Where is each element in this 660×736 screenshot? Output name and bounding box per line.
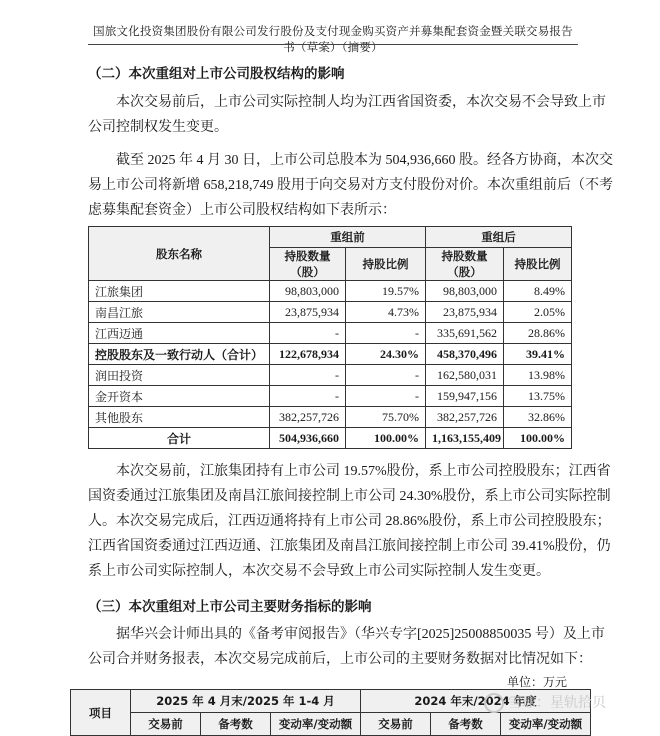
text-line: 本次交易前，江旅集团持有上市公司 19.57%股份，系上市公司控股股东；江西省	[116, 464, 611, 479]
sub-header: 变动率/变动额	[501, 713, 591, 736]
ratio-after-cell: 2.05%	[504, 302, 572, 323]
section-title-equity-structure: （二）本次重组对上市公司股权结构的影响	[88, 66, 345, 82]
text-line: 截至 2025 年 4 月 30 日，上市公司总股本为 504,936,660 股。经各方协商，本次交	[116, 153, 613, 168]
equity-table-body	[89, 281, 572, 449]
shareholder-name-cell: 金开资本	[89, 386, 270, 407]
ratio-after-cell: 28.86%	[504, 323, 572, 344]
unit-label: 单位：万元	[507, 675, 568, 689]
period-header-2024: 2024 年末/2024 年度	[361, 690, 591, 713]
shareholder-name-cell: 江西迈通	[89, 323, 270, 344]
table-row	[89, 407, 572, 428]
text-line: 公司控制权发生变更。	[88, 120, 228, 135]
ratio-after-cell: 8.49%	[504, 281, 572, 302]
text-line: 系上市公司实际控制人，本次交易不会导致上市公司实际控制人发生变更。	[88, 564, 550, 579]
shares-before-cell: 504,936,660	[270, 428, 346, 449]
shareholder-name-cell: 控股股东及一致行动人（合计）	[89, 344, 270, 365]
shareholder-name-cell: 合计	[89, 428, 270, 449]
document-header: 国旅文化投资集团股份有限公司发行股份及支付现金购买资产并募集配套资金暨关联交易报告书（草案）（摘要）	[93, 26, 573, 54]
paragraph-share-capital	[88, 148, 613, 223]
shares-before-cell: -	[270, 386, 346, 407]
watermark	[484, 692, 606, 713]
section-title-financial-impact: （三）本次重组对上市公司主要财务指标的影响	[88, 599, 372, 615]
ratio-before-cell: 24.30%	[346, 344, 426, 365]
text-line: 公司合并财务报表，本次交易完成前后，上市公司的主要财务数据对比情况如下：	[88, 652, 592, 667]
watermark-text: 雪球：星轨拾贝	[508, 695, 606, 711]
shares-after-cell: 23,875,934	[426, 302, 504, 323]
ratio-before-cell: 4.73%	[346, 302, 426, 323]
shares-before-cell: -	[270, 323, 346, 344]
shares-after-cell: 335,691,562	[426, 323, 504, 344]
table-row	[89, 323, 572, 344]
col-header-ratio-before: 持股比例	[346, 248, 426, 281]
period-header-2025: 2025 年 4 月末/2025 年 1-4 月	[131, 690, 361, 713]
col-header-ratio-after: 持股比例	[504, 248, 572, 281]
sub-header: 交易前	[131, 713, 201, 736]
sub-header: 备考数	[201, 713, 271, 736]
col-header-shareholder: 股东名称	[89, 227, 270, 281]
shareholder-name-cell: 其他股东	[89, 407, 270, 428]
text-line: 据华兴会计师出具的《备考审阅报告》（华兴专字[2025]25008850035 号）及上市	[116, 627, 605, 642]
sub-header: 交易前	[361, 713, 431, 736]
shares-before-cell: 23,875,934	[270, 302, 346, 323]
shares-before-cell: -	[270, 365, 346, 386]
ratio-after-cell: 39.41%	[504, 344, 572, 365]
table-row	[89, 365, 572, 386]
text-line: 国资委通过江旅集团及南昌江旅间接控制上市公司 24.30%股份，系上市公司实际控制	[88, 489, 611, 504]
shares-before-cell: 98,803,000	[270, 281, 346, 302]
snowball-logo-icon	[484, 693, 504, 713]
table-row	[89, 302, 572, 323]
shares-after-cell: 98,803,000	[426, 281, 504, 302]
text-line: 人。本次交易完成后，江西迈通将持有上市公司 28.86%股份，系上市公司控股股东；	[88, 514, 611, 529]
ratio-before-cell: -	[346, 323, 426, 344]
shares-after-cell: 458,370,496	[426, 344, 504, 365]
ratio-before-cell: 19.57%	[346, 281, 426, 302]
equity-structure-table	[88, 226, 572, 449]
header-divider	[88, 44, 578, 45]
text-line: 虑募集配套资金）上市公司股权结构如下表所示：	[88, 203, 396, 218]
sub-header: 变动率/变动额	[271, 713, 361, 736]
shares-after-cell: 1,163,155,409	[426, 428, 504, 449]
shares-after-cell: 162,580,031	[426, 365, 504, 386]
paragraph-control	[88, 90, 606, 140]
col-header-shares-after: 持股数量（股）	[426, 248, 504, 281]
shareholder-name-cell: 南昌江旅	[89, 302, 270, 323]
shares-before-cell: 122,678,934	[270, 344, 346, 365]
group-header-before: 重组前	[270, 227, 426, 248]
table-row	[89, 344, 572, 365]
ratio-before-cell: 100.00%	[346, 428, 426, 449]
shareholder-name-cell: 江旅集团	[89, 281, 270, 302]
col-header-item: 项目	[71, 690, 131, 736]
sub-header: 备考数	[431, 713, 501, 736]
table-row	[89, 281, 572, 302]
shares-before-cell: 382,257,726	[270, 407, 346, 428]
shares-after-cell: 159,947,156	[426, 386, 504, 407]
paragraph-financial	[88, 622, 605, 672]
shares-after-cell: 382,257,726	[426, 407, 504, 428]
ratio-before-cell: -	[346, 365, 426, 386]
group-header-after: 重组后	[426, 227, 572, 248]
text-line: 江西省国资委通过江西迈通、江旅集团及南昌江旅间接控制上市公司 39.41%股份，仍	[88, 539, 611, 554]
ratio-after-cell: 13.75%	[504, 386, 572, 407]
col-header-shares-before: 持股数量（股）	[270, 248, 346, 281]
text-line: 易上市公司将新增 658,218,749 股用于向交易对方支付股份对价。本次重组前后（不考	[88, 178, 613, 193]
ratio-before-cell: 75.70%	[346, 407, 426, 428]
text-line: 本次交易前后，上市公司实际控制人均为江西省国资委，本次交易不会导致上市	[116, 95, 606, 110]
ratio-after-cell: 100.00%	[504, 428, 572, 449]
paragraph-control-change	[88, 459, 611, 584]
table-row	[89, 428, 572, 449]
ratio-before-cell: -	[346, 386, 426, 407]
table-row	[89, 386, 572, 407]
shareholder-name-cell: 润田投资	[89, 365, 270, 386]
ratio-after-cell: 32.86%	[504, 407, 572, 428]
ratio-after-cell: 13.98%	[504, 365, 572, 386]
